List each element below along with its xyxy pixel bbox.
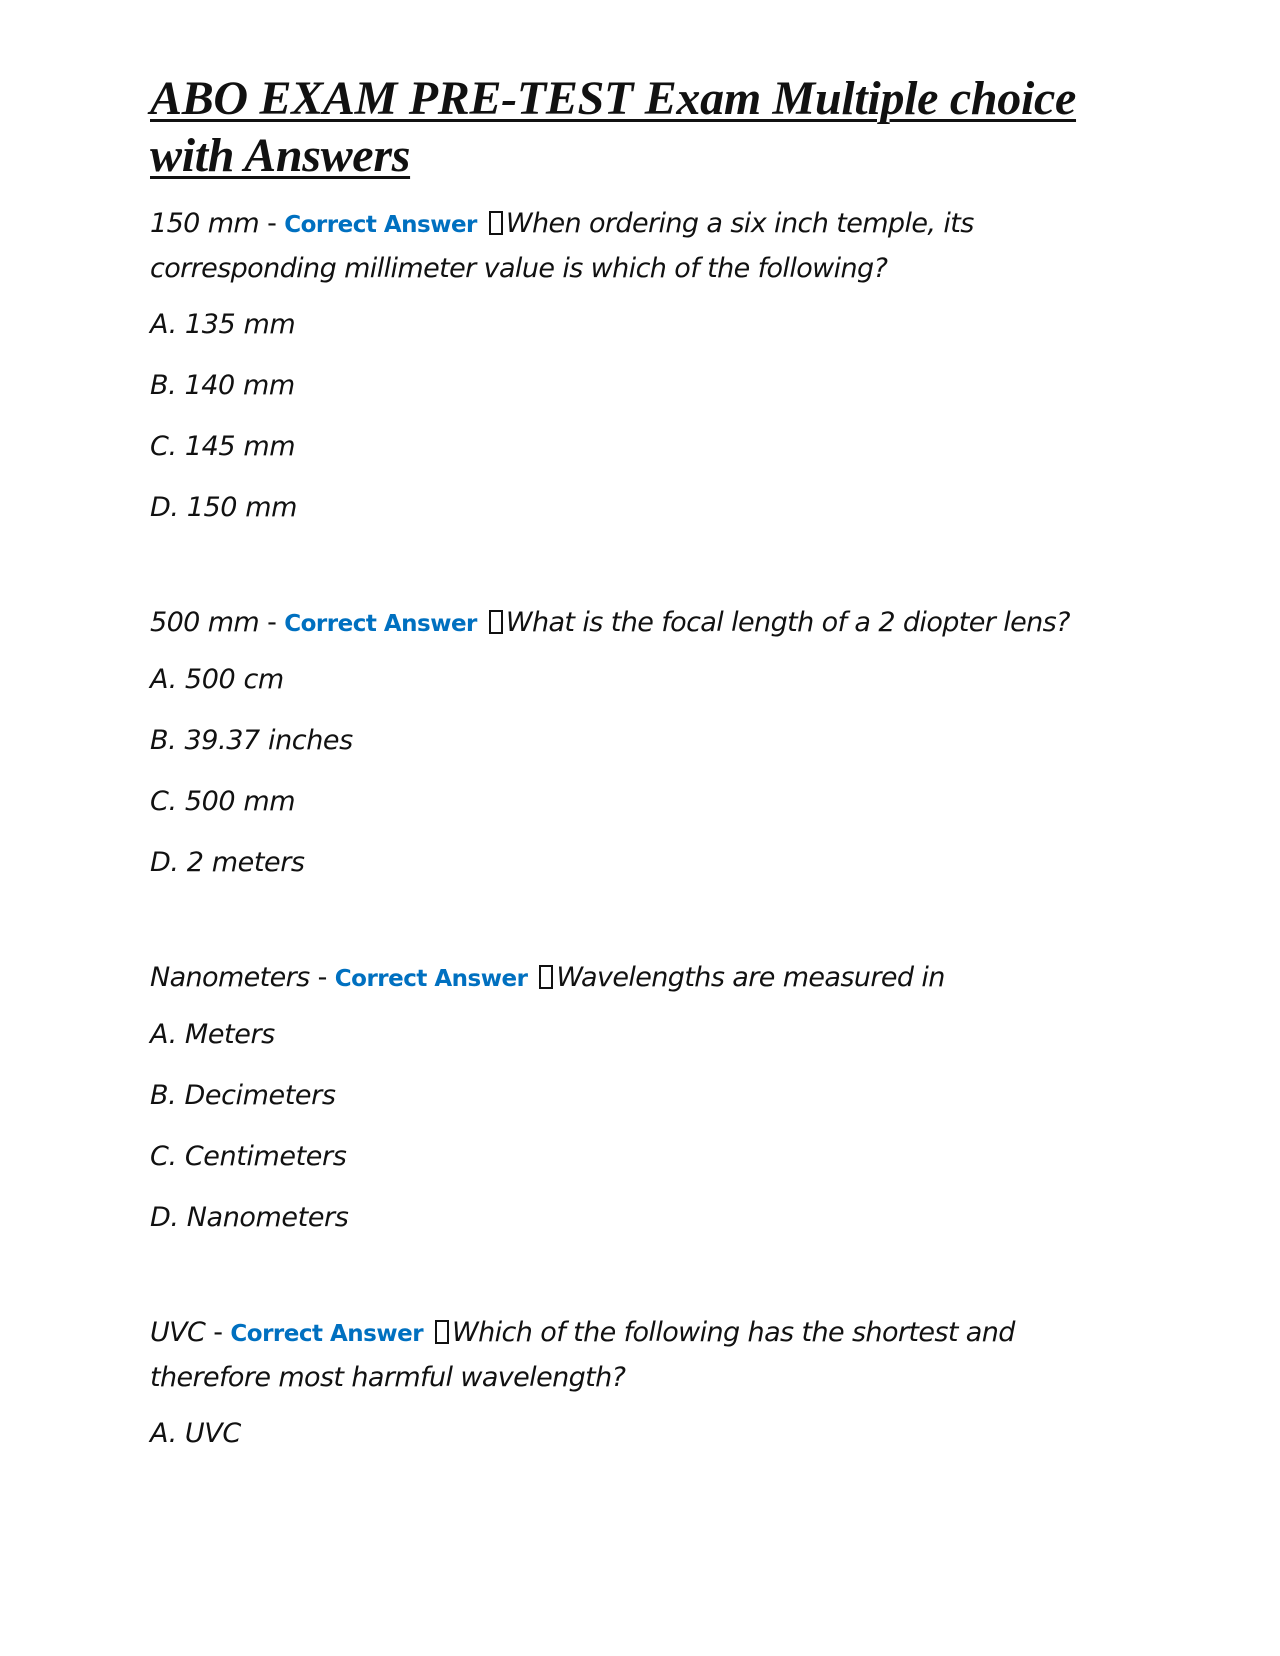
option-c: C. 145 mm — [150, 431, 296, 462]
question-block-4 — [150, 1311, 1130, 1452]
separator: - — [259, 607, 285, 638]
missing-glyph-box-icon — [489, 610, 503, 634]
spacer — [150, 551, 1130, 601]
answer-text: 150 mm — [150, 208, 260, 239]
separator: - — [205, 1317, 231, 1348]
option-a: A. Meters — [150, 1019, 275, 1050]
correct-answer-label: Correct Answer — [230, 1321, 424, 1347]
question-block-2 — [150, 601, 1130, 881]
missing-glyph-box-icon — [435, 1320, 449, 1344]
missing-glyph-box-icon — [539, 965, 553, 989]
correct-answer-label: Correct Answer — [334, 966, 528, 992]
correct-answer-label: Correct Answer — [284, 212, 477, 238]
question-line — [150, 601, 1130, 646]
question-line — [150, 1311, 1130, 1400]
question-text: Which of the following has the shortest and therefore most harmful wavelength? — [150, 1317, 1015, 1393]
option-a: A. UVC — [150, 1418, 241, 1449]
question-text: Wavelengths are measured in — [556, 962, 945, 993]
option-b: B. 39.37 inches — [150, 725, 353, 756]
option-d: D. 2 meters — [150, 847, 305, 878]
question-block-1 — [150, 202, 1130, 526]
option-b: B. Decimeters — [150, 1080, 336, 1111]
option-a: A. 135 mm — [150, 309, 296, 340]
option-c: C. Centimeters — [150, 1141, 347, 1172]
document-title: ABO EXAM PRE-TEST Exam Multiple choice with Answers — [150, 72, 1077, 182]
answer-text: 500 mm — [150, 607, 260, 638]
option-c: C. 500 mm — [150, 786, 296, 817]
separator: - — [259, 208, 285, 239]
question-line — [150, 956, 1130, 1001]
separator: - — [309, 962, 335, 993]
document-page — [150, 70, 1130, 1477]
option-d: D. Nanometers — [150, 1202, 349, 1233]
option-b: B. 140 mm — [150, 370, 295, 401]
question-block-3 — [150, 956, 1130, 1236]
option-d: D. 150 mm — [150, 492, 298, 523]
spacer — [150, 1261, 1130, 1311]
answer-text: UVC — [150, 1317, 206, 1348]
question-text: What is the focal length of a 2 diopter lens? — [505, 607, 1070, 638]
missing-glyph-box-icon — [489, 211, 503, 235]
spacer — [150, 906, 1130, 956]
answer-text: Nanometers — [150, 962, 310, 993]
correct-answer-label: Correct Answer — [284, 611, 477, 637]
question-text: When ordering a six inch temple, its corresponding millimeter value is which of the following? — [150, 208, 974, 284]
option-a: A. 500 cm — [150, 664, 284, 695]
question-line — [150, 202, 1130, 291]
